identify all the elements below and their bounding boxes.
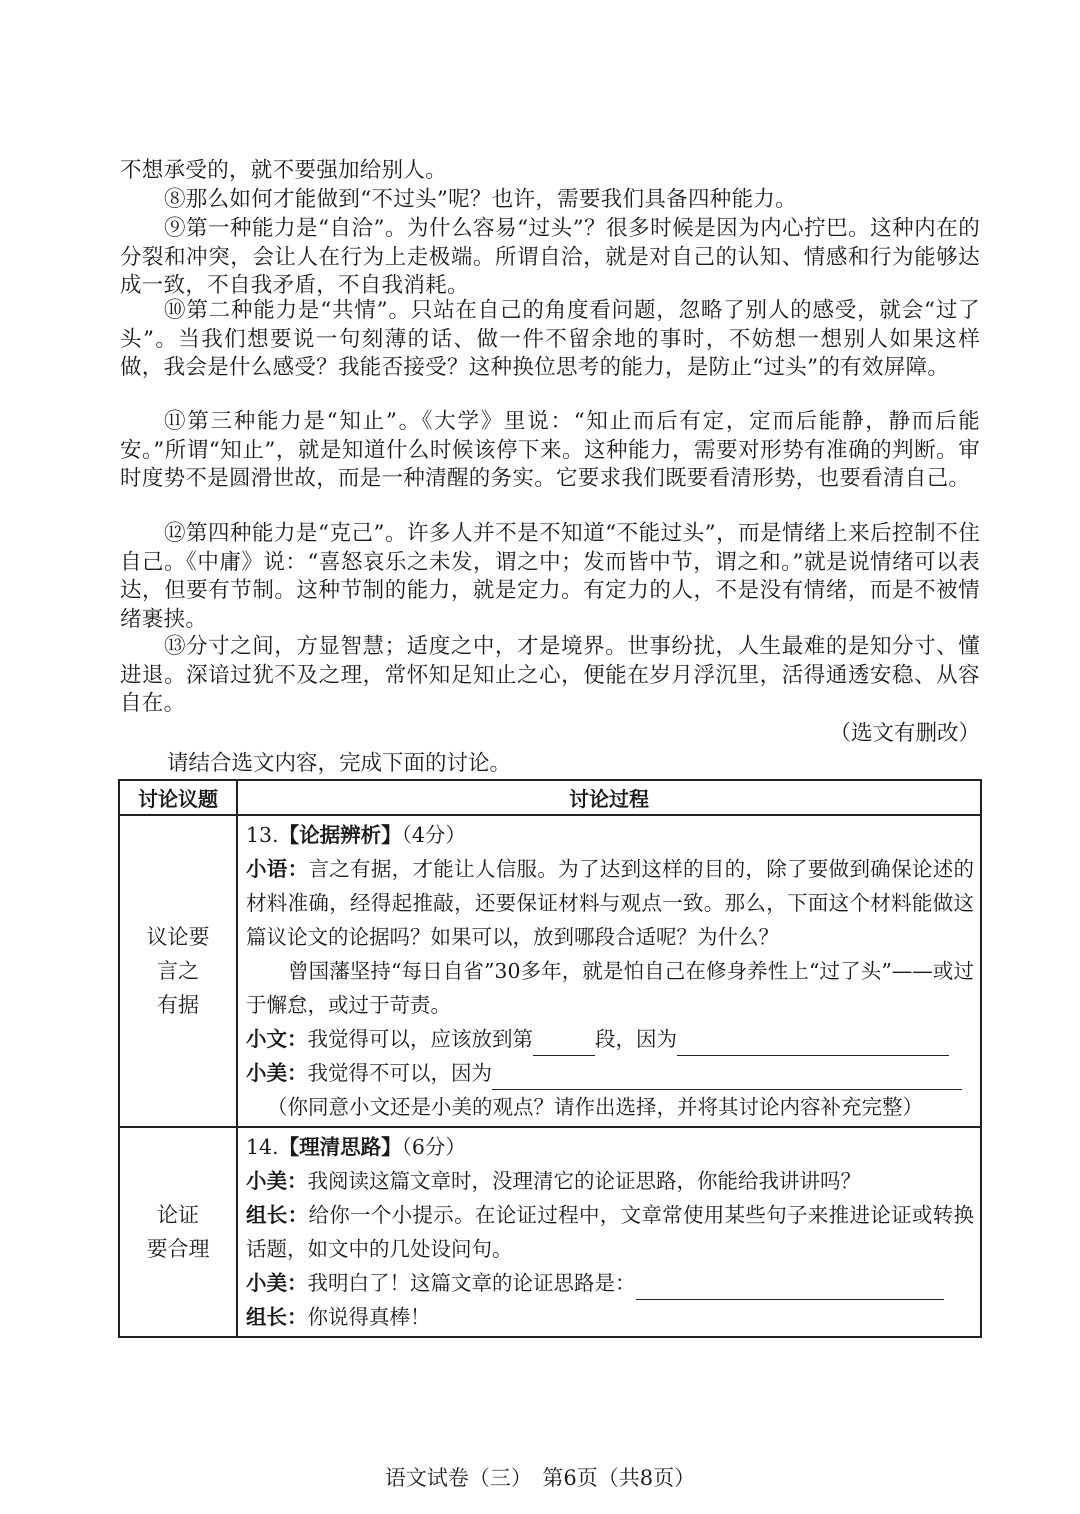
table-row-q13 xyxy=(119,815,981,1127)
topic-q14-line-2: 要合理 xyxy=(146,1237,210,1261)
xiaoyu-speech xyxy=(246,852,974,954)
process-q13 xyxy=(237,815,981,1127)
answer-prompt: （你同意小文还是小美的观点？请作出选择，并将其讨论内容补充完整） xyxy=(267,1095,923,1119)
topic-q13-line-2: 言之 xyxy=(157,959,199,983)
xiaomei-speech-1 xyxy=(246,1164,974,1198)
paragraph-11: ⑪第三种能力是“知止”。《大学》里说：“知止而后有定，定而后能静，静而后能安。”所谓“知止”，就是知道什么时候该停下来。这种能力，需要对形势有准确的判断。审时度势不是圆滑世故，而是一种清醒的务实。它要求我们既要看清形势，也要看清自己。 xyxy=(120,409,980,491)
speech-text: 你说得真棒！ xyxy=(307,1305,431,1329)
paragraph-13: ⑬分寸之间，方显智慧；适度之中，才是境界。世事纷扰，人生最难的是知分寸、懂进退。深谙过犹不及之理，常怀知足知止之心，便能在岁月浮沉里，活得通透安稳、从容自在。 xyxy=(120,634,980,716)
process-q14 xyxy=(237,1127,981,1337)
question-number: 13. xyxy=(246,823,279,847)
speaker-label: 组长： xyxy=(246,1203,309,1227)
question-score: （6分） xyxy=(401,1135,466,1159)
zuzhang-speech-1 xyxy=(246,1198,974,1266)
speaker-label: 小美： xyxy=(246,1061,308,1085)
header-process: 讨论过程 xyxy=(237,780,981,815)
speech-text: 言之有据，才能让人信服。为了达到这样的目的，除了要做到确保论述的材料准确，经得起推敲，还要保证材料与观点一致。那么，下面这个材料能做这篇议论文的论据吗？如果可以，放到哪段合适呢？为什么？ xyxy=(246,857,975,949)
zuzhang-speech-2 xyxy=(246,1300,974,1334)
xiaowen-speech xyxy=(246,1022,974,1056)
speech-text: 我觉得不可以，因为 xyxy=(307,1061,492,1085)
speaker-label: 小美： xyxy=(246,1169,308,1193)
speaker-label: 小美： xyxy=(246,1271,308,1295)
speech-text: 段，因为 xyxy=(595,1027,677,1051)
paragraph-12: ⑫第四种能力是“克己”。许多人并不是不知道“不能过头”，而是情绪上来后控制不住自己。《中庸》说：“喜怒哀乐之未发，谓之中；发而皆中节，谓之和。”就是说情绪可以表达，但要有节制。这种节制的能力，就是定力。有定力的人，不是没有情绪，而是不被情绪裹挟。 xyxy=(120,521,980,632)
header-topic: 讨论议题 xyxy=(119,780,237,815)
question-title: 【理清思路】 xyxy=(278,1135,402,1159)
xiaomei-speech-2 xyxy=(246,1266,974,1300)
question-14-heading xyxy=(246,1130,974,1164)
speaker-label: 小语： xyxy=(246,857,309,881)
topic-q13 xyxy=(119,815,237,1127)
topic-q13-line-1: 议论要 xyxy=(146,925,210,949)
paragraph-9: ⑨第一种能力是“自洽”。为什么容易“过头”？很多时候是因为内心拧巴。这种内在的分裂和冲突，会让人在行为上走极端。所谓自洽，就是对自己的认知、情感和行为能够达成一致，不自我矛盾，不自我消耗。 xyxy=(120,216,980,298)
topic-q13-line-3: 有据 xyxy=(157,993,199,1017)
question-score: （4分） xyxy=(401,823,466,847)
question-title: 【论据辨析】 xyxy=(278,823,402,847)
table-header-row xyxy=(119,780,981,815)
topic-q14 xyxy=(119,1127,237,1337)
paragraph-continued: 不想承受的，就不要强加给别人。 xyxy=(120,158,448,183)
paragraph-number-blank[interactable] xyxy=(533,1031,595,1056)
answer-blank[interactable] xyxy=(636,1275,944,1300)
reason-blank[interactable] xyxy=(492,1065,962,1090)
paragraph-8: ⑧那么如何才能做到“不过头”呢？也许，需要我们具备四种能力。 xyxy=(164,187,797,212)
discussion-table xyxy=(118,779,982,1338)
paragraph-10: ⑩第二种能力是“共情”。只站在自己的角度看问题，忽略了别人的感受，就会“过了头”。当我们想要说一句刻薄的话、做一件不留余地的事时，不妨想一想别人如果这样做，我会是什么感受？我能否接受？这种换位思考的能力，是防止“过头”的有效屏障。 xyxy=(120,298,980,380)
reason-blank[interactable] xyxy=(677,1031,949,1056)
speaker-label: 组长： xyxy=(246,1305,308,1329)
speech-text: 我明白了！这篇文章的论证思路是： xyxy=(307,1271,636,1295)
question-number: 14. xyxy=(246,1135,279,1159)
speech-text: 我阅读这篇文章时，没理清它的论证思路，你能给我讲讲吗？ xyxy=(307,1169,861,1193)
page-footer: 语文试卷（三） 第6页（共8页） xyxy=(384,1466,696,1490)
speaker-label: 小文： xyxy=(246,1027,308,1051)
evidence-material: 曾国藩坚持“每日自省”30多年，就是怕自己在修身养性上“过了头”——或过于懈怠，或过于苛责。 xyxy=(246,959,974,1017)
question-13-heading xyxy=(246,818,974,852)
xiaomei-speech xyxy=(246,1056,974,1090)
speech-text: 给你一个小提示。在论证过程中，文章常使用某些句子来推进论证或转换话题，如文中的几处设问句。 xyxy=(246,1203,975,1261)
table-row-q14 xyxy=(119,1127,981,1337)
instruction: 请结合选文内容，完成下面的讨论。 xyxy=(167,751,512,776)
source-note: （选文有删改） xyxy=(829,721,980,746)
topic-q14-line-1: 论证 xyxy=(157,1203,199,1227)
speech-text: 我觉得可以，应该放到第 xyxy=(307,1027,533,1051)
